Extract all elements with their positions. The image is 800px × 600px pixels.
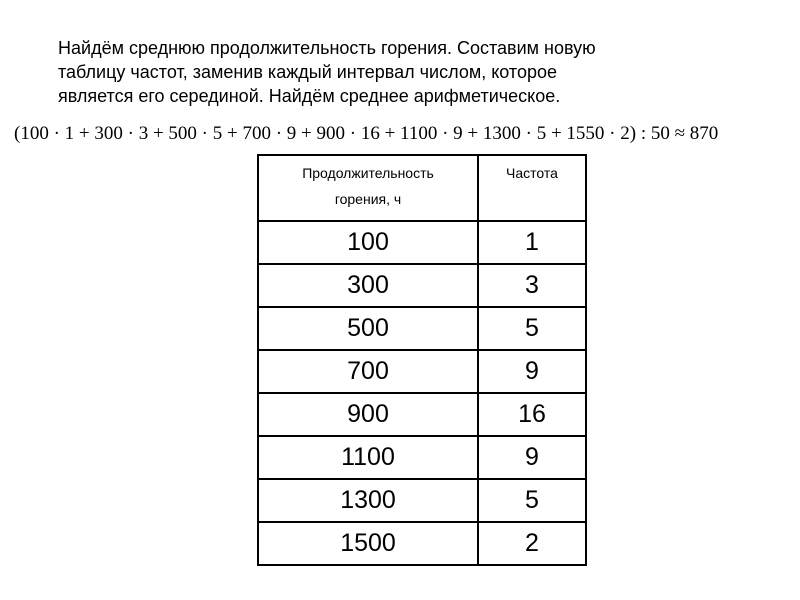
- mean-formula: (100 · 1 + 300 · 3 + 500 · 5 + 700 · 9 + 900 · 16 + 1100 · 9 + 1300 · 5 + 1550 · 2) : 50 ≈ 870: [14, 123, 719, 144]
- duration-cell: 1300: [258, 479, 478, 522]
- header-frequency: Частота: [478, 155, 586, 221]
- duration-cell: 700: [258, 350, 478, 393]
- table-row: [258, 307, 586, 350]
- table-header-row: [258, 155, 586, 221]
- intro-line: является его серединой. Найдём среднее арифметическое.: [58, 86, 561, 106]
- table-row: [258, 522, 586, 565]
- table-row: [258, 350, 586, 393]
- intro-text: [58, 36, 758, 108]
- frequency-cell: 16: [478, 393, 586, 436]
- duration-cell: 300: [258, 264, 478, 307]
- intro-line: Найдём среднюю продолжительность горения. Составим новую: [58, 38, 596, 58]
- frequency-cell: 5: [478, 307, 586, 350]
- duration-cell: 100: [258, 221, 478, 264]
- table-row: [258, 264, 586, 307]
- frequency-cell: 1: [478, 221, 586, 264]
- header-duration-line: горения, ч: [334, 191, 402, 207]
- frequency-cell: 2: [478, 522, 586, 565]
- table-row: [258, 221, 586, 264]
- table-row: [258, 436, 586, 479]
- duration-cell: 900: [258, 393, 478, 436]
- intro-line: таблицу частот, заменив каждый интервал числом, которое: [58, 62, 557, 82]
- duration-cell: 500: [258, 307, 478, 350]
- duration-cell: 1500: [258, 522, 478, 565]
- frequency-table: [257, 154, 587, 566]
- frequency-cell: 5: [478, 479, 586, 522]
- frequency-cell: 9: [478, 436, 586, 479]
- table-row: [258, 393, 586, 436]
- frequency-cell: 3: [478, 264, 586, 307]
- header-duration: [258, 155, 478, 221]
- header-duration-line: Продолжительность: [302, 165, 434, 181]
- table-row: [258, 479, 586, 522]
- duration-cell: 1100: [258, 436, 478, 479]
- frequency-cell: 9: [478, 350, 586, 393]
